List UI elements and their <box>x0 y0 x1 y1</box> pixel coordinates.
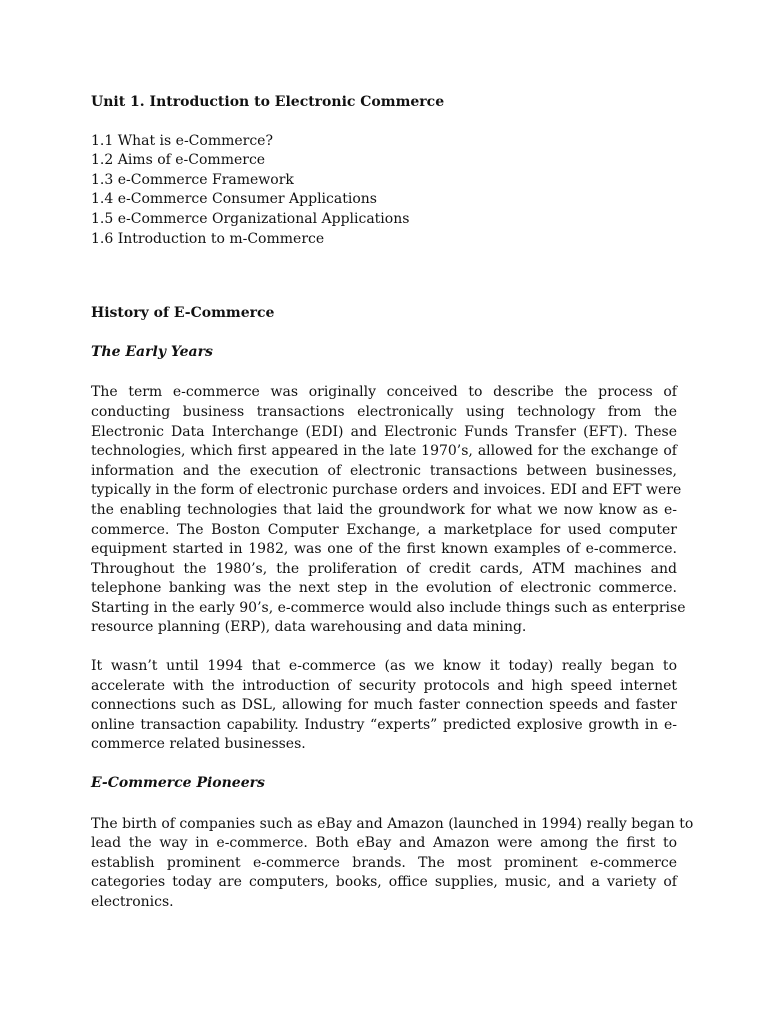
history-heading: History of E-Commerce <box>91 305 275 322</box>
toc-item: 1.2 Aims of e-Commerce <box>91 152 266 169</box>
paragraph-line: The term e-commerce was originally conceived to describe the process of <box>91 384 677 401</box>
toc-item: 1.1 What is e-Commerce? <box>91 132 273 149</box>
paragraph-line: accelerate with the introduction of security protocols and high speed internet <box>91 677 677 694</box>
paragraph-line: telephone banking was the next step in the evolution of electronic commerce. <box>91 580 677 597</box>
paragraph-line: typically in the form of electronic purchase orders and invoices. EDI and EFT were <box>91 482 682 499</box>
paragraph-line: technologies, which first appeared in the late 1970’s, allowed for the exchange of <box>91 443 677 460</box>
paragraph-pioneers <box>91 815 694 913</box>
paragraph-line: connections such as DSL, allowing for much faster connection speeds and faster <box>91 697 677 714</box>
paragraph-early-years <box>91 383 686 638</box>
paragraph-line: resource planning (ERP), data warehousing and data mining. <box>91 619 527 636</box>
paragraph-line: establish prominent e-commerce brands. The most prominent e-commerce <box>91 854 677 871</box>
paragraph-line: conducting business transactions electronically using technology from the <box>91 403 677 420</box>
paragraph-line: Throughout the 1980’s, the proliferation of credit cards, ATM machines and <box>91 560 677 577</box>
paragraph-line: Electronic Data Interchange (EDI) and Electronic Funds Transfer (EFT). These <box>91 423 677 440</box>
toc-item: 1.3 e-Commerce Framework <box>91 171 294 188</box>
paragraph-line: categories today are computers, books, office supplies, music, and a variety of <box>91 874 677 891</box>
document-page <box>91 93 694 913</box>
early-years-heading: The Early Years <box>91 343 213 360</box>
paragraph-line: commerce related businesses. <box>91 736 306 753</box>
pioneers-heading: E-Commerce Pioneers <box>91 775 265 792</box>
paragraph-line: equipment started in 1982, was one of the first known examples of e-commerce. <box>91 541 677 558</box>
paragraph-line: information and the execution of electronic transactions between businesses, <box>91 462 677 479</box>
paragraph-line: electronics. <box>91 894 174 910</box>
paragraph-line: commerce. The Boston Computer Exchange, a marketplace for used computer <box>91 521 677 538</box>
unit-title: Unit 1. Introduction to Electronic Commerce <box>91 94 445 110</box>
toc-item: 1.5 e-Commerce Organizational Applications <box>91 210 410 227</box>
toc-item: 1.4 e-Commerce Consumer Applications <box>91 191 377 208</box>
paragraph-line: the enabling technologies that laid the groundwork for what we now know as e- <box>91 501 677 518</box>
paragraph-line: Starting in the early 90’s, e-commerce would also include things such as enterprise <box>91 599 686 616</box>
paragraph-line: online transaction capability. Industry “experts” predicted explosive growth in e- <box>91 716 677 733</box>
table-of-contents <box>91 132 677 250</box>
paragraph-line: lead the way in e-commerce. Both eBay and Amazon were among the first to <box>91 835 677 852</box>
toc-item: 1.6 Introduction to m-Commerce <box>91 230 325 247</box>
paragraph-line: It wasn’t until 1994 that e-commerce (as we know it today) really began to <box>91 658 677 675</box>
paragraph-line: The birth of companies such as eBay and Amazon (launched in 1994) really began to <box>91 815 694 832</box>
paragraph-1994 <box>91 657 677 755</box>
